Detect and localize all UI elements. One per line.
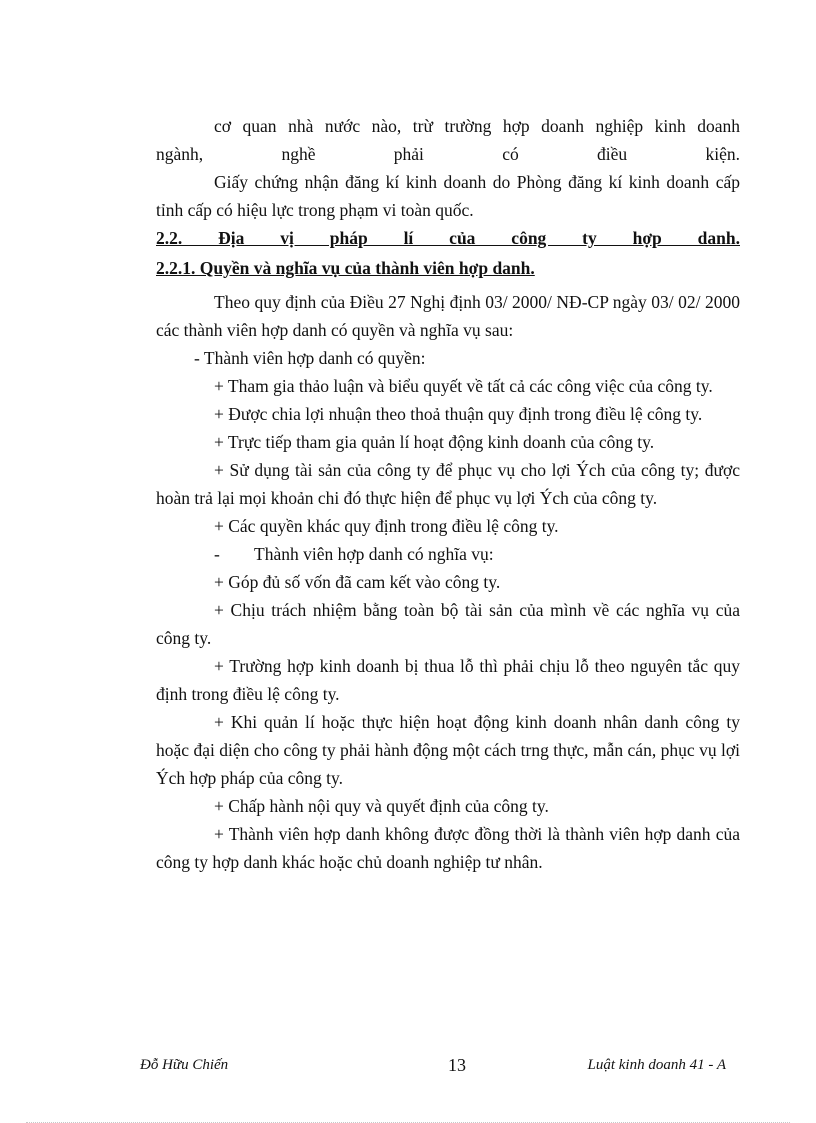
page-body	[156, 112, 740, 876]
list-item: + Sử dụng tài sản của công ty để phục vụ cho lợi Ých của công ty; được hoàn trả lại mọi khoản chi đó thực hiện để phục vụ lợi Ých của công ty.	[156, 460, 740, 508]
paragraph: Giấy chứng nhận đăng kí kinh doanh do Phòng đăng kí kinh doanh cấp tỉnh cấp có hiệu lực trong phạm vi toàn quốc.	[156, 172, 740, 220]
paragraph-line: cơ quan nhà nước nào, trừ trường hợp doanh nghiệp kinh doanh	[214, 116, 740, 136]
duties-title: Thành viên hợp danh có nghĩa vụ:	[254, 544, 494, 564]
list-item: + Trường hợp kinh doanh bị thua lỗ thì phải chịu lỗ theo nguyên tắc quy định trong điều lệ công ty.	[156, 656, 740, 704]
dash-marker: -	[214, 544, 220, 564]
list-item: + Chấp hành nội quy và quyết định của công ty.	[214, 796, 549, 816]
footer-author: Đỗ Hữu Chiến	[140, 1057, 229, 1073]
duties-title-row	[156, 540, 740, 568]
section-heading: 2.2. Địa vị pháp lí của công ty hợp danh.	[156, 228, 740, 248]
list-item: + Chịu trách nhiệm bằng toàn bộ tài sản của mình về các nghĩa vụ của công ty.	[156, 600, 740, 648]
page-number: 13	[448, 1055, 466, 1075]
list-item: + Thành viên hợp danh không được đồng thời là thành viên hợp danh của công ty hợp danh khác hoặc chủ doanh nghiệp tư nhân.	[156, 824, 740, 872]
intro-paragraph: Theo quy định của Điều 27 Nghị định 03/ 2000/ NĐ-CP ngày 03/ 02/ 2000 các thành viên hợp danh có quyền và nghĩa vụ sau:	[156, 292, 740, 340]
subsection-heading: 2.2.1. Quyền và nghĩa vụ của thành viên hợp danh.	[156, 258, 535, 278]
footer-course: Luật kinh doanh 41 - A	[587, 1057, 726, 1073]
list-item: + Được chia lợi nhuận theo thoả thuận quy định trong điều lệ công ty.	[214, 404, 703, 424]
list-item: + Trực tiếp tham gia quản lí hoạt động kinh doanh của công ty.	[214, 432, 655, 452]
list-item: + Khi quản lí hoặc thực hiện hoạt động kinh doanh nhân danh công ty hoặc đại diện cho công ty phải hành động một cách trng thực, mẫn cán, phục vụ lợi Ých hợp pháp của công ty.	[156, 712, 740, 788]
list-item: + Các quyền khác quy định trong điều lệ công ty.	[214, 516, 559, 536]
page-footer	[140, 1057, 726, 1079]
list-item: + Tham gia thảo luận và biểu quyết về tất cả các công việc của công ty.	[214, 376, 713, 396]
paragraph-line: ngành, nghề phải có điều kiện.	[156, 144, 740, 164]
list-item: + Góp đủ số vốn đã cam kết vào công ty.	[214, 572, 501, 592]
rights-title: - Thành viên hợp danh có quyền:	[194, 348, 426, 368]
